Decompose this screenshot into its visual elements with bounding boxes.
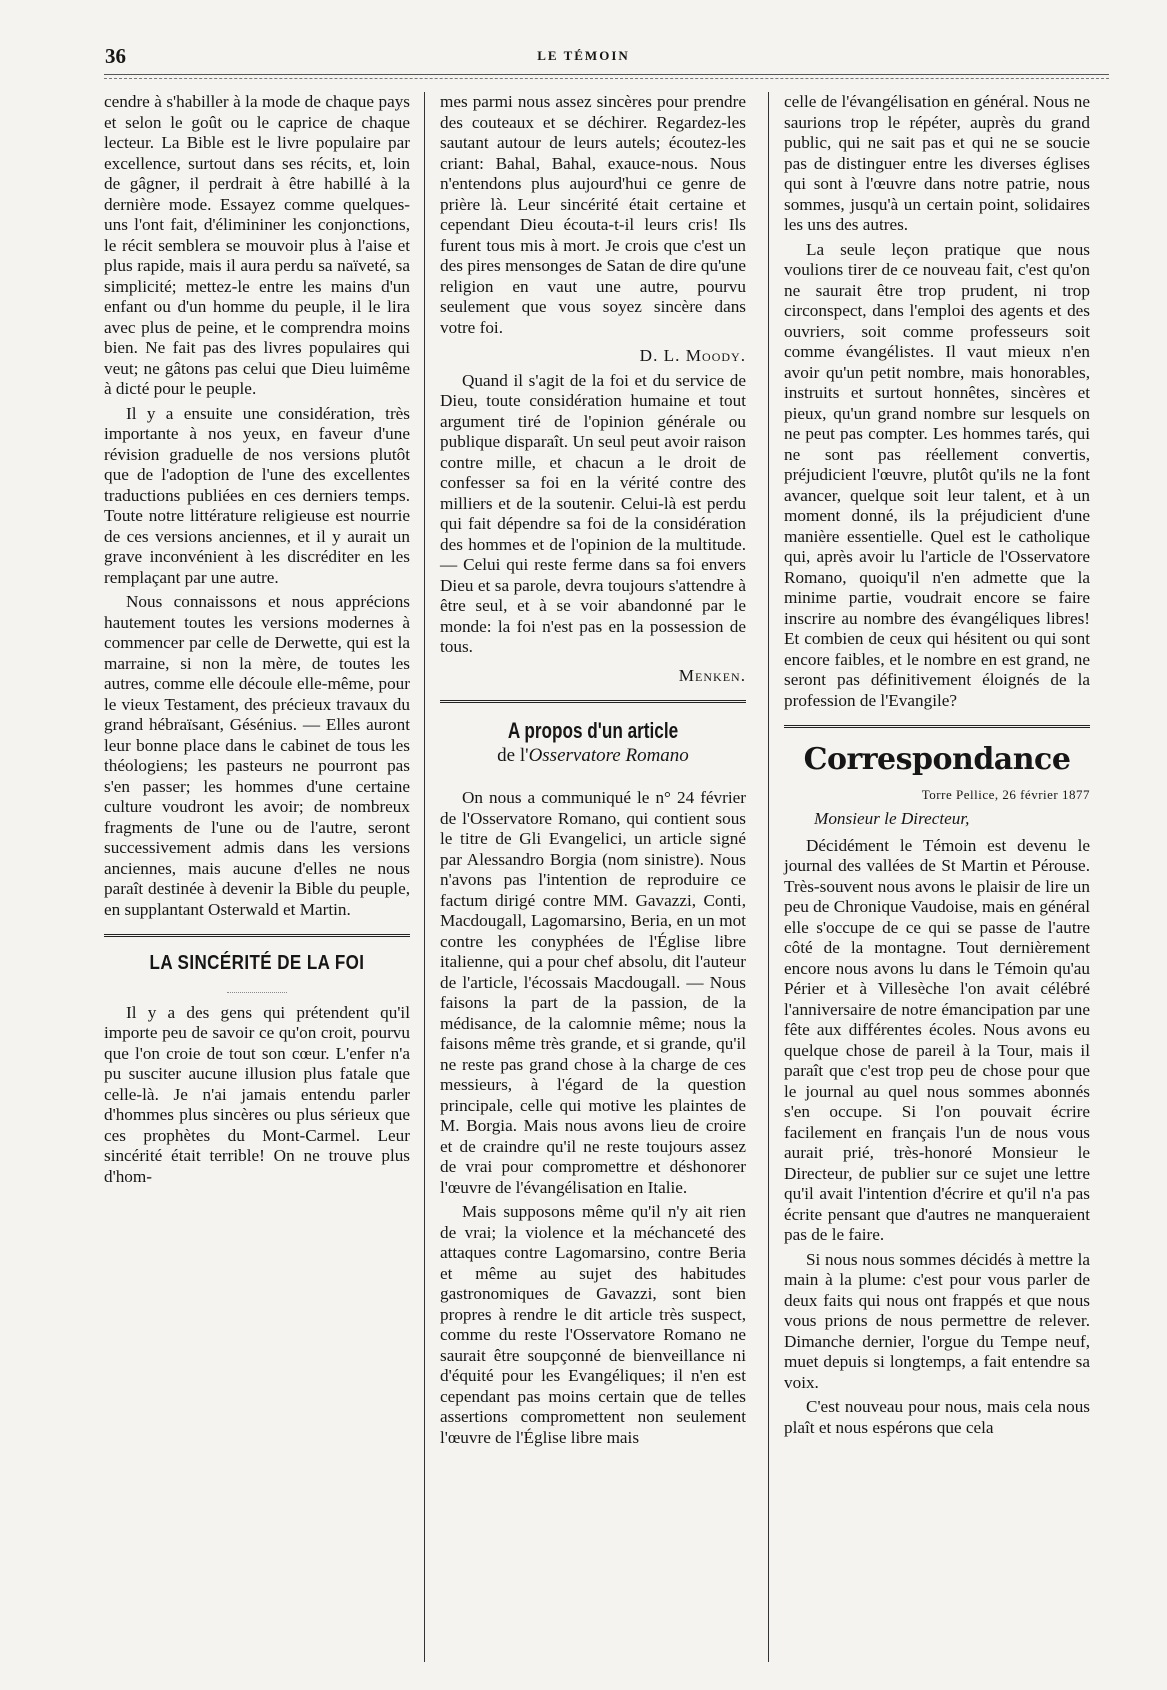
paragraph: mes parmi nous assez sincères pour prendre des couteaux et se déchirer. Regardez-les sautant autour de leurs autels; écoutez-les criant: Bahal, Bahal, exauce-nous. Nous n'entendons plus aujourd'hui ce genre de prière là. Leur sincérité était certaine et cependant Dieu écouta-t-il leurs cris! Ils furent tous mis à mort. Je crois que c'est un des pires mensonges de Satan de dire qu'une religion en vaut une autre, pourvu seulement que vous soyez sincère dans votre foi.	[440, 92, 746, 337]
paragraph: Il y a ensuite une considération, très importante à nos yeux, en faveur d'une révision graduelle de nos versions plutôt que de l'adoption de l'une des excellentes traductions publiées en ces derniers temps. Toute notre littérature religieuse est nourrie de ces versions anciennes, et il y aurait un grave inconvénient à les discréditer en les remplaçant par une autre.	[104, 403, 410, 587]
article-title: LA SINCÉRITÉ DE LA FOI	[149, 952, 365, 974]
section-rule	[784, 725, 1090, 728]
article-subtitle	[440, 746, 746, 767]
page-number: 36	[105, 44, 126, 68]
subtitle-prefix: de l'	[497, 744, 529, 766]
header-rule	[104, 74, 1109, 75]
section-rule	[104, 934, 410, 937]
paragraph: Si nous nous sommes décidés à mettre la main à la plume: c'est pour vous parler de deux faits qui nous ont frappés et que nous vous prions de nous permettre de relever. Dimanche dernier, l'orgue du Tempe neuf, muet depuis si longtemps, a fait entendre sa voix.	[784, 1249, 1090, 1392]
paragraph: cendre à s'habiller à la mode de chaque pays et selon le goût ou le caprice de chaque lecteur. La Bible est le livre populaire par excellence, surtout dans ses récits, et, loin de gâgner, il perdrait à être habillé à la dernière mode. Essayez comme quelques-uns l'ont fait, d'élimininer les conjonctions, le récit semblera se mouvoir plus à l'aise et plus rapide, mais il aura perdu sa naïveté, sa simplicité; mettez-le entre les mains d'un enfant ou d'un homme du peuple, il le lira avec plus de peine, et le comprendra moins bien. Ne fait pas des livres populaires qui veut; ne gâtons pas celui que Dieu luimême à dicté pour le peuple.	[104, 92, 410, 398]
section-title: Correspondance	[803, 742, 1071, 777]
running-head: LE TÉMOIN	[537, 48, 630, 63]
salutation: Monsieur le Directeur,	[814, 809, 970, 828]
dateline: Torre Pellice, 26 février 1877	[921, 786, 1090, 802]
paragraph: Nous connaissons et nous apprécions hautement toutes les versions modernes à commencer par celle de Derwette, qui est la marraine, si non la mère, de toutes les autres, comme elle découle elle-même, pour le vieux Testament, des précieux travaux du grand hébraïsant, Gésénius. — Elles auront leur bonne place dans le cabinet de tous les théologiens; les pasteurs ne pourront pas s'en passer; les hommes d'une certaine culture voudront les avoir; de nombreux fragments de l'une ou de l'autre, seront successivement admis dans les versions anciennes, mais aucune d'elles ne nous paraît destinée à devenir la Bible du peuple, en supplantant Osterwald et Martin.	[104, 592, 410, 919]
ornament-rule	[227, 992, 287, 993]
column-3	[784, 92, 1090, 1438]
paragraph: La seule leçon pratique que nous voulions tirer de ce nouveau fait, c'est qu'on ne saurait être trop prudent, ni trop circonspect, dans l'emploi des agents et des ouvriers, soit comme professeurs soit comme évangélistes. Il vaut mieux n'en avoir qu'un petit nombre, mais honorables, instruits et surtout honnêtes, sincères et pieux, qu'un grand nombre sur lesquels on ne peut pas compter. Les hommes tarés, qui ne sont pas réellement convertis, préjudicient l'œuvre, plutôt qu'ils ne la font avancer, quelque soit leur talent, et à un moment donné, ils la préjudicient d'une manière essentielle. Quel est le catholique qui, après avoir lu l'article de l'Osservatore Romano, quoiqu'il n'en admette que la minime partie, voudrait encore se faire inscrire au nombre des évangéliques libres! Et combien de ceux qui hésitent ou qui sont encore faibles, et le nombre en est grand, ne seront pas définitivement éloignés de la profession de l'Evangile?	[784, 239, 1090, 710]
paragraph: On nous a communiqué le n° 24 février de l'Osservatore Romano, qui contient sous le titre de Gli Evangelici, un article signé par Alessandro Borgia (nom sinistre). Nous n'avons pas l'intention de reproduire ce factum dirigé contre MM. Gavazzi, Conti, Macdougall, Lagomarsino, Beria, en un mot contre les conyphées de l'Église libre italienne, qui a pour chef absolu, dit l'auteur de l'article, l'écossais Macdougall. — Nous faisons la part de la passion, de la médisance, de la calomnie même; nous la faisons même très grande, et si grande, qu'il ne reste pas grand chose à la charge de ces messieurs, à l'égard de la question principale, celle qui motive les plaintes de M. Borgia. Mais nous avons lieu de croire et de craindre qu'il ne reste toujours assez de vrai pour compromettre et déshonorer l'œuvre de l'évangélisation en Italie.	[440, 788, 746, 1197]
paragraph: Quand il s'agit de la foi et du service de Dieu, toute considération humaine et tout argument tiré de l'opinion générale ou publique disparaît. Un seul peut avoir raison contre mille, et chacun a le droit de confesser sa foi en la vérité contre des milliers et de la soutenir. Celui-là est perdu qui fait dépendre sa foi de la considération des hommes et de l'opinion de la multitude. — Celui qui reste ferme dans sa foi envers Dieu et sa parole, devra toujours s'attendre à être seul, et à se voir abandonné par le monde: la foi n'est pas en la possession de tous.	[440, 370, 746, 656]
paragraph: Mais supposons même qu'il n'y ait rien de vrai; la violence et la méchanceté des attaques contre Lagomarsino, contre Beria et même au sujet des habitudes gastronomiques de Gavazzi, sont bien propres à rendre le dit article très suspect, comme du reste l'Osservatore Romano ne saurait être soupçonné de bienveillance ni d'équité pour les Evangéliques; il n'en est cependant pas moins certain que de telles assertions compromettent non seulement l'œuvre de l'Église libre mais	[440, 1202, 746, 1447]
column-divider	[768, 92, 769, 1662]
subtitle-italic: Osservatore Romano	[528, 744, 689, 766]
article-title: A propos d'un article	[507, 718, 679, 743]
signature: Menken.	[678, 665, 746, 685]
signature: D. L. Moody.	[639, 346, 746, 365]
paragraph: Il y a des gens qui prétendent qu'il importe peu de savoir ce qu'on croit, pourvu que l'on croie de tout son cœur. L'enfer n'a pu susciter aucune illusion plus fatale que celle-là. Je n'ai jamais entendu parler d'hommes plus sincères ou plus sérieux que ces prophètes du Mont-Carmel. Leur sincérité était terrible! On ne trouve plus d'hom-	[104, 1002, 410, 1186]
paragraph: C'est nouveau pour nous, mais cela nous plaît et nous espérons que cela	[784, 1397, 1090, 1437]
paragraph: celle de l'évangélisation en général. Nous ne saurions trop le répéter, auprès du grand public, qui ne sait pas et qui ne se soucie pas de distinguer entre les diverses églises qui sont à l'œuvre dans notre patrie, nous sommes, jusqu'à un certain point, solidaires les uns des autres.	[784, 92, 1090, 234]
column-divider	[424, 92, 425, 1662]
column-1	[104, 92, 410, 1187]
paragraph: Décidément le Témoin est devenu le journal des vallées de St Martin et Pérouse. Très-souvent nous avons le plaisir de lire un peu de Chronique Vaudoise, mais en général elle s'occupe de ce qui se passe de l'autre côté de la montagne. Tout dernièrement encore nous avons lu dans le Témoin qu'au Périer et à Villesèche l'on avait célébré l'anniversaire de notre émancipation par une fête aux différentes écoles. Nous avons eu quelque chose de pareil à la Tour, mais il paraît que c'est trop peu de chose pour que le journal au quel nous sommes abonnés s'en occupe. Si l'on pouvait écrire facilement en français l'un de nous vous aurait prié, très-honoré Monsieur le Directeur, de publier sur ce sujet une lettre qu'il avait l'intention d'écrire et qu'il n'a pas écrite pensant que d'autres ne manqueraient pas de le faire.	[784, 835, 1090, 1244]
header-rule-dashed	[104, 78, 1109, 79]
section-rule	[440, 700, 746, 703]
column-2	[440, 92, 746, 1448]
